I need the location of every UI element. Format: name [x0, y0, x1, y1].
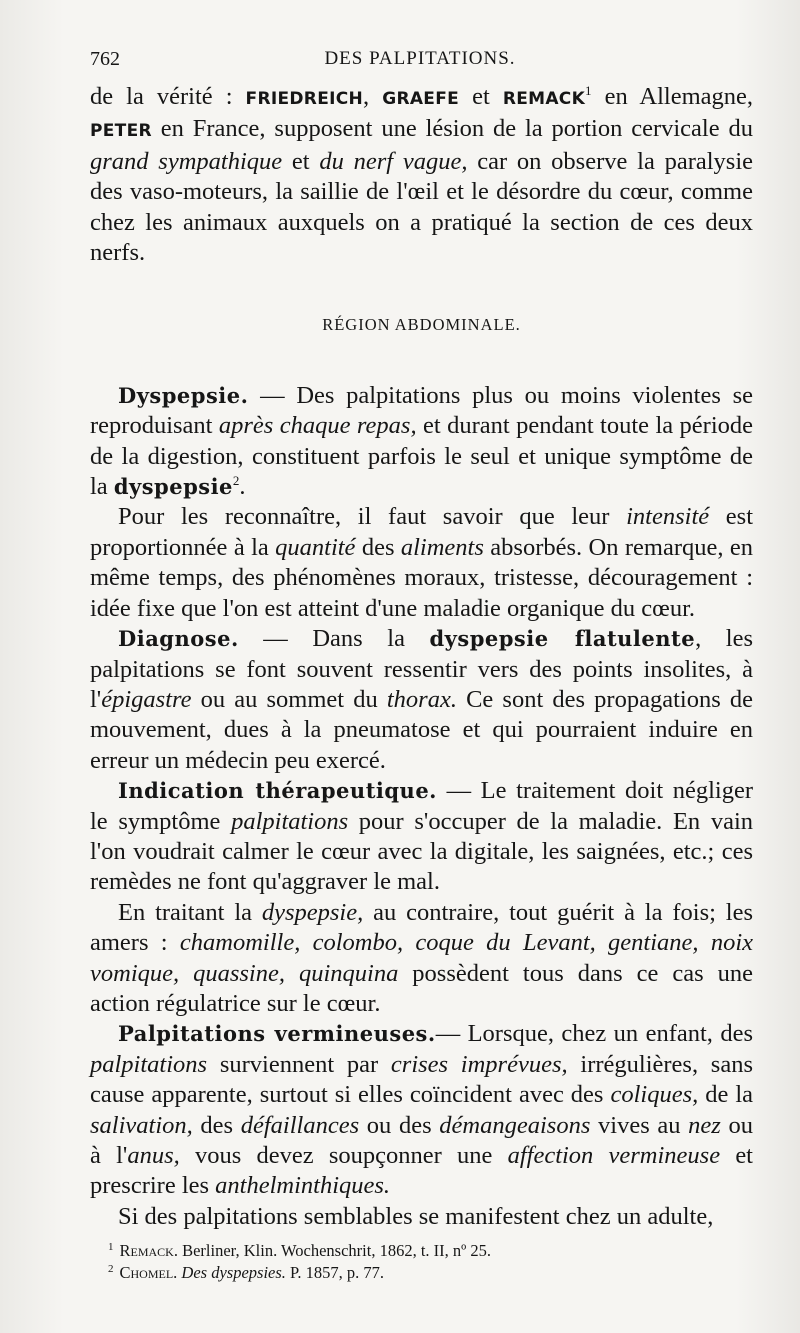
paragraph-vermineuses: Palpitations vermineuses.— Lorsque, chez un enfant, des palpitations surviennent par crises imprévues, irrégulières, sans cause apparente, surtout si elles coïncident avec des coliques, de la salivation, des défaillances ou des démangeaisons vives au nez ou à l'anus, vous devez soupçonner une affection vermineuse et prescrire les anthelminthiques. [90, 1020, 754, 1200]
running-title: DES PALPITATIONS. [324, 48, 516, 69]
footnote-ref: 1 [585, 82, 592, 98]
author-name: PETER [90, 121, 152, 142]
page-body [90, 82, 753, 1232]
paragraph-dyspepsie: Dyspepsie. — Des palpitations plus ou moins violentes se reproduisant après chaque repas, et durant pendant toute la période de la digestion, constituent parfois le seul et unique symptôme de la dyspepsie$^2$. [90, 381, 754, 501]
paragraph-intro: de la vérité : FRIEDREICH, GRAEFE et REMACK$^1$ en Allemagne, PETER en France, supposent une lésion de la portion cervicale du grand sympathique et du nerf vague, car on observe la paralysie des vaso-moteurs, la saillie de l'œil et le désordre du cœur, comme chez les animaux auxquels on a pratiqué la section de ces deux nerfs. [90, 82, 754, 267]
author-name: REMACK [502, 89, 586, 109]
page-number: 762 [90, 48, 120, 70]
section-title: RÉGION ABDOMINALE. [322, 315, 521, 335]
footnote: $^1$ Remack. Berliner, Klin. Wochenschrit, 1862, t. II, nº 25. [108, 1240, 492, 1260]
author-name: FRIEDREICH [245, 89, 364, 109]
paragraph-diagnose: Diagnose. — Dans la dyspepsie flatulente, les palpitations se font souvent ressentir vers des points insolites, à l'épigastre ou au sommet du thorax. Ce sont des propagations de mouvement, dues à la pneumatose et qui pourraient induire en erreur un médecin peu exercé. [90, 625, 753, 774]
paragraph-adulte: Si des palpitations semblables se manifestent chez un adulte, [118, 1202, 714, 1230]
paragraph-traitement: En traitant la dyspepsie, au contraire, tout guérit à la fois; les amers : chamomille, colombo, coque du Levant, gentiane, noix vomique, quassine, quinquina possèdent tous dans ce cas une action régulatrice sur le cœur. [90, 898, 754, 1017]
term-heading: Dyspepsie. [118, 382, 249, 408]
footnotes [108, 1240, 748, 1284]
author-name: GRAEFE [382, 89, 460, 109]
term-heading: Diagnose. [118, 626, 239, 652]
footnote: $^2$ Chomel. Des dyspepsies. P. 1857, p. 77. [108, 1262, 385, 1282]
footnote-ref: 2 [232, 472, 240, 488]
page-header [90, 42, 750, 76]
term-heading: Palpitations vermineuses. [118, 1021, 436, 1047]
paragraph-reconnaitre: Pour les reconnaître, il faut savoir que leur intensité est proportionnée à la quantité des aliments absorbés. On remarque, en même temps, des phénomènes moraux, tristesse, découragement : idée fixe que l'on est atteint d'une maladie organique du cœur. [90, 503, 753, 622]
term-heading: Indication thérapeutique. [118, 778, 437, 804]
paragraph-indication: Indication thérapeutique. — Le traitement doit négliger le symptôme palpitations pour s'occuper de la maladie. En vain l'on voudrait calmer le cœur avec la digitale, les saignées, etc.; ces remèdes ne font qu'aggraver le mal. [90, 777, 753, 896]
